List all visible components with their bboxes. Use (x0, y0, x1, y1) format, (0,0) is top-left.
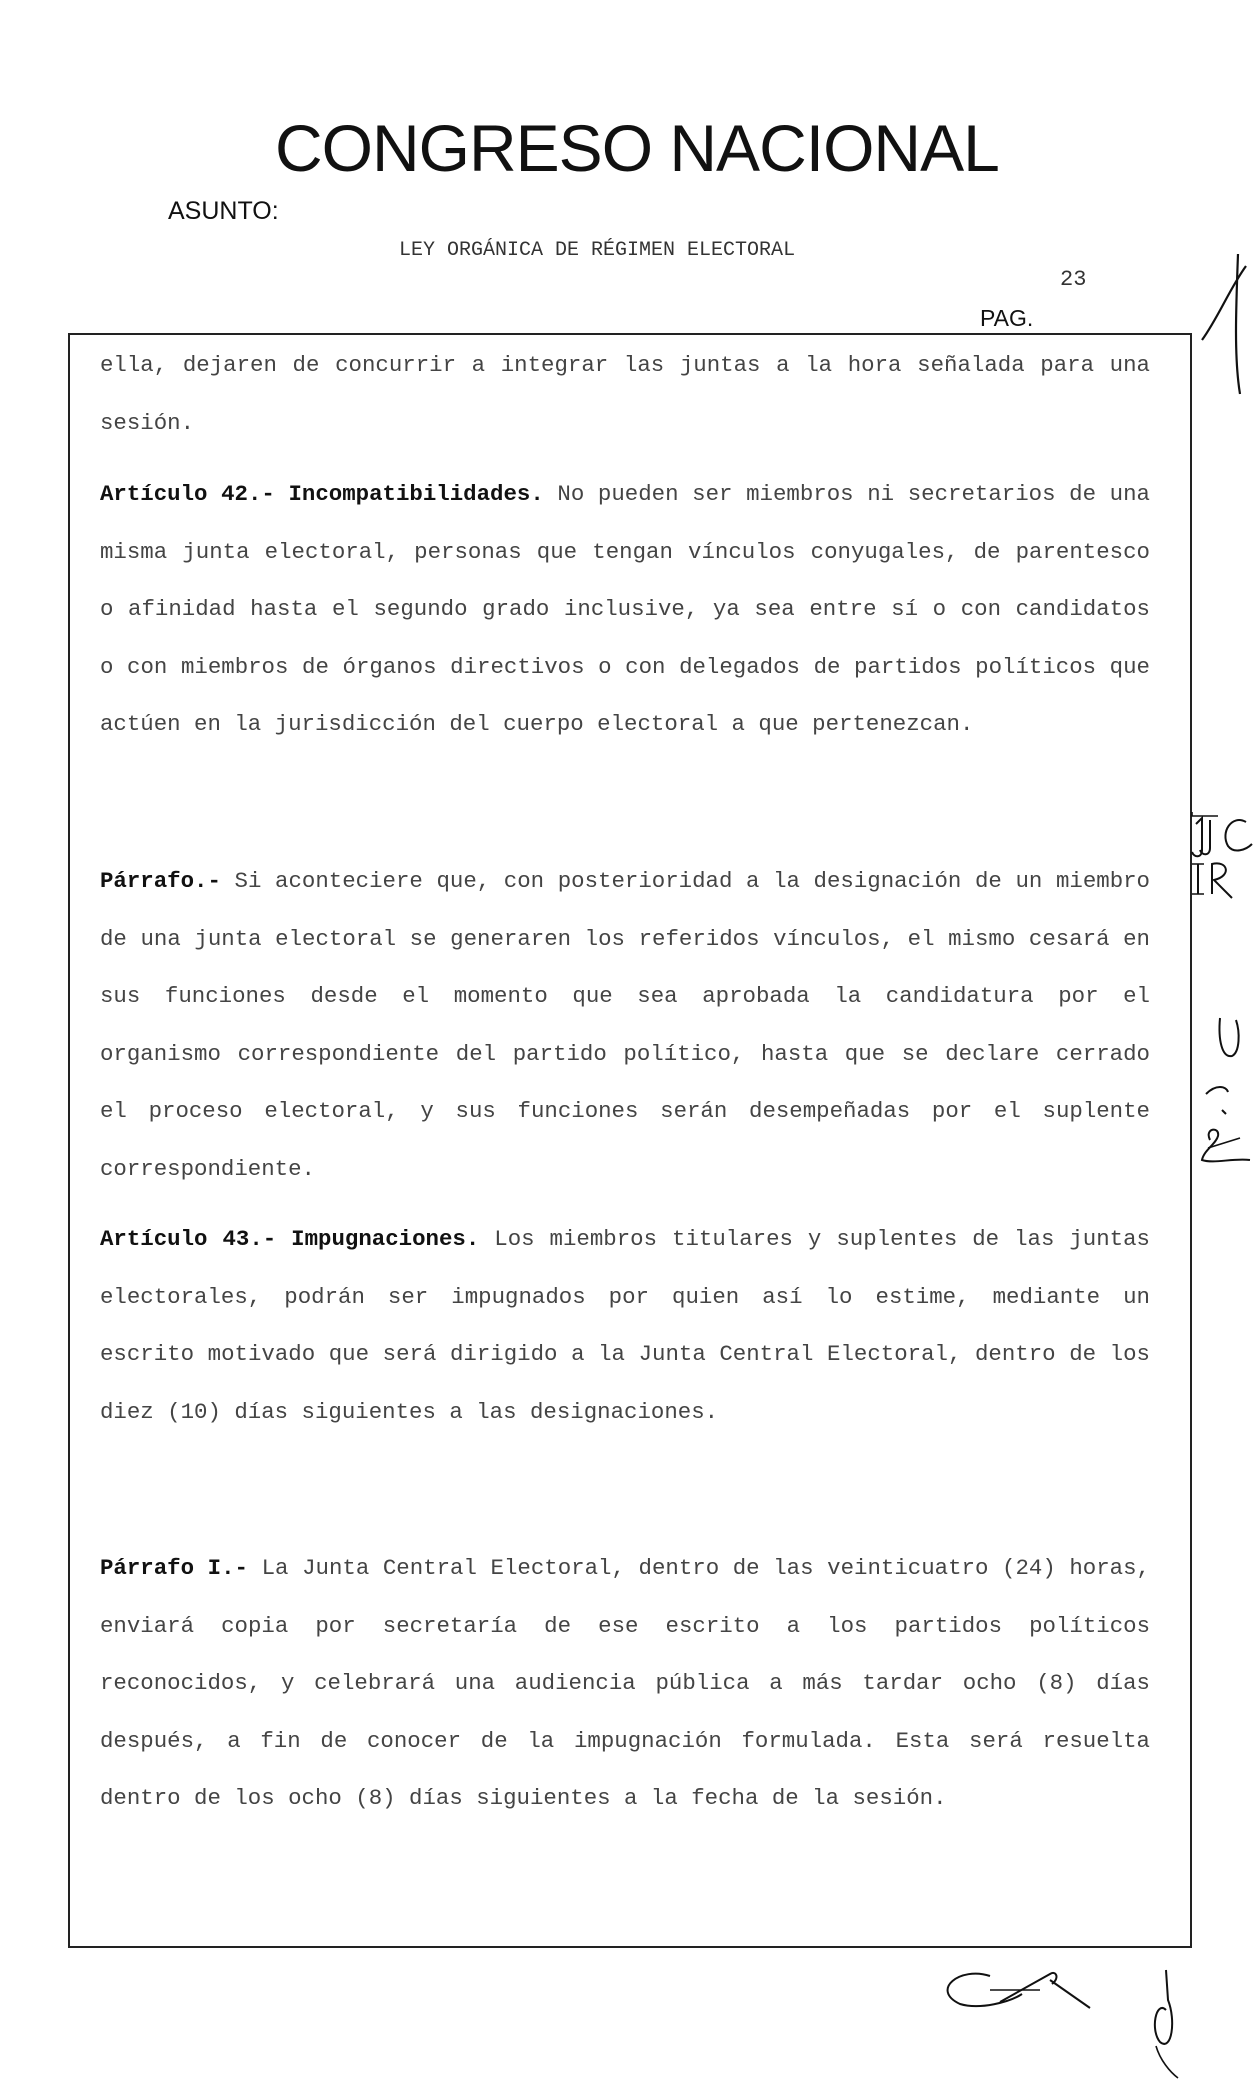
handwritten-slash-mark (1196, 248, 1256, 398)
article-43-text: Los miembros titulares y suplentes de las juntas electorales, podrán ser impugnados por quien así lo estime, mediante un escrito motivado que será dirigido a la Junta Central Electoral, dentro de los diez (10) días siguientes a las designaciones. (100, 1226, 1150, 1425)
article-42 (100, 466, 1150, 754)
asunto-label: ASUNTO: (168, 197, 279, 225)
pag-label: PAG. (980, 305, 1034, 331)
article-43-paragraph-1 (100, 1540, 1150, 1828)
paragraph-1-heading: Párrafo I.- (100, 1555, 248, 1581)
handwritten-signature-bottom (930, 1960, 1180, 2080)
paragraph-text: Si aconteciere que, con posterioridad a la designación de un miembro de una junta electoral se generaren los referidos vínculos, el mismo cesará en sus funciones desde el momento que sea aprobada la candidatura por el organismo correspondiente del partido político, hasta que se declare cerrado el proceso electoral, y sus funciones serán desempeñadas por el suplente correspondiente. (100, 868, 1150, 1182)
paragraph-heading: Párrafo.- (100, 868, 221, 894)
article-43-heading: Artículo 43.- Impugnaciones. (100, 1226, 480, 1252)
page-title: CONGRESO NACIONAL (275, 111, 999, 185)
document-subject: LEY ORGÁNICA DE RÉGIMEN ELECTORAL (399, 239, 796, 262)
article-43 (100, 1211, 1150, 1441)
handwritten-signature-mark (1196, 1010, 1256, 1190)
article-42-paragraph (100, 853, 1150, 1198)
article-42-heading: Artículo 42.- Incompatibilidades. (100, 481, 544, 507)
page-number: 23 (1060, 267, 1087, 292)
paragraph-1-text: La Junta Central Electoral, dentro de las veinticuatro (24) horas, enviará copia por secretaría de ese escrito a los partidos políticos reconocidos, y celebrará una audiencia pública a más tardar ocho (8) días después, a fin de conocer de la impugnación formulada. Esta será resuelta dentro de los ocho (8) días siguientes a la fecha de la sesión. (100, 1555, 1150, 1811)
article-42-text: No pueden ser miembros ni secretarios de una misma junta electoral, personas que tengan vínculos conyugales, de parentesco o afinidad hasta el segundo grado inclusive, ya sea entre sí o con candidatos o con miembros de órganos directivos o con delegados de partidos políticos que actúen en la jurisdicción del cuerpo electoral a que pertenezcan. (100, 481, 1150, 737)
handwritten-initials-mark (1188, 810, 1258, 900)
paragraph-continuation: ella, dejaren de concurrir a integrar las juntas a la hora señalada para una sesión. (100, 352, 1150, 436)
